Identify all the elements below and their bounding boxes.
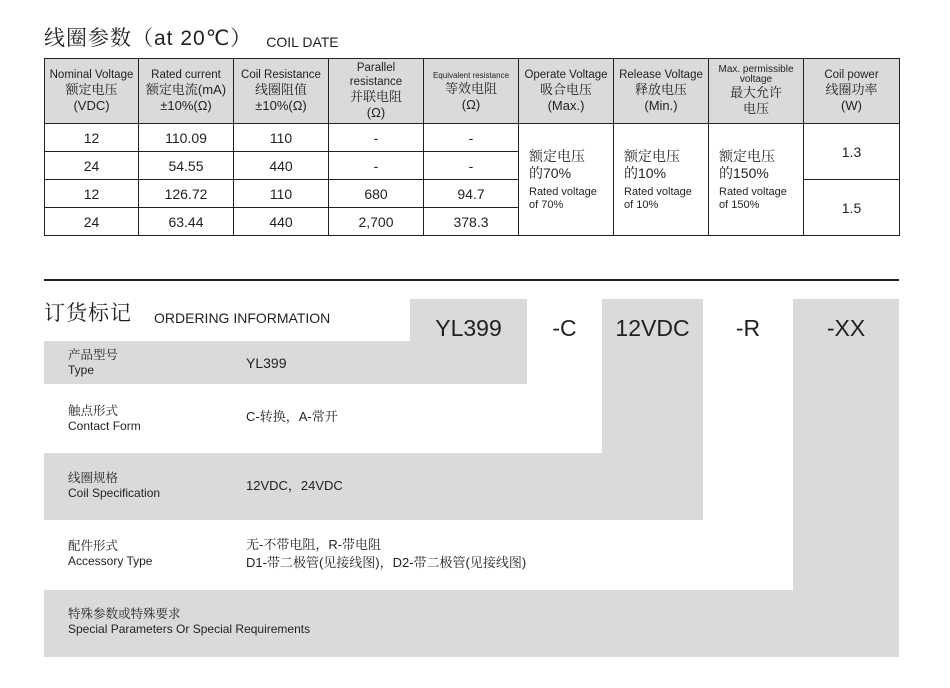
- cell-equivalent: -: [424, 152, 519, 180]
- accessory-type-value: 无-不带电阻，R-带电阻 D1-带二极管(见接线图)，D2-带二极管(见接线图): [246, 537, 527, 570]
- cell-coil-power: 1.3: [804, 124, 900, 180]
- cell-parallel: -: [329, 152, 424, 180]
- coil-spec-label: 线圈规格 Coil Specification: [68, 471, 161, 500]
- cell-resistance: 110: [234, 124, 329, 152]
- code-contact-form: -C: [552, 314, 577, 341]
- coil-spec-value: 12VDC，24VDC: [246, 478, 343, 493]
- contact-form-value: C-转换，A-常开: [246, 409, 338, 424]
- cell-resistance: 440: [234, 208, 329, 236]
- header-release-voltage: Release Voltage 释放电压 (Min.): [614, 59, 709, 124]
- ordering-info-title-cn: 订货标记: [44, 302, 132, 325]
- header-parallel-resistance: Parallel resistance 并联电阻 (Ω): [329, 59, 424, 124]
- cell-voltage: 24: [45, 208, 139, 236]
- header-nominal-voltage: Nominal Voltage 额定电压 (VDC): [45, 59, 139, 124]
- cell-current: 110.09: [139, 124, 234, 152]
- cell-coil-power: 1.5: [804, 180, 900, 236]
- header-rated-current: Rated current 额定电流(mA) ±10%(Ω): [139, 59, 234, 124]
- cell-equivalent: 378.3: [424, 208, 519, 236]
- accessory-type-label: 配件形式 Accessory Type: [68, 539, 153, 568]
- ordering-info-heading: [44, 297, 330, 327]
- code-type: YL399: [435, 314, 502, 341]
- cell-equivalent: -: [424, 124, 519, 152]
- coil-data-title-en: COIL DATE: [266, 34, 339, 50]
- header-equivalent-resistance: Equivalent resistance 等效电阻 (Ω): [424, 59, 519, 124]
- header-operate-voltage: Operate Voltage 吸合电压 (Max.): [519, 59, 614, 124]
- cell-release-voltage: 额定电压 的10% Rated voltage of 10%: [614, 124, 709, 236]
- cell-parallel: -: [329, 124, 424, 152]
- coil-data-title-cn: 线圈参数（at 20℃）: [44, 27, 253, 50]
- cell-voltage: 12: [45, 124, 139, 152]
- coil-data-table: [44, 58, 900, 236]
- cell-voltage: 24: [45, 152, 139, 180]
- header-max-permissible-voltage: Max. permissible voltage 最大允许 电压: [709, 59, 804, 124]
- special-requirements-label: 特殊参数或特殊要求 Special Parameters Or Special Requirements: [68, 607, 311, 636]
- code-coil-spec: 12VDC: [615, 314, 690, 341]
- contact-form-label: 触点形式 Contact Form: [68, 404, 141, 433]
- header-coil-resistance: Coil Resistance 线圈阻值 ±10%(Ω): [234, 59, 329, 124]
- ordering-info-title-en: ORDERING INFORMATION: [154, 310, 331, 326]
- cell-resistance: 440: [234, 152, 329, 180]
- type-value: YL399: [246, 355, 287, 371]
- code-accessory: -R: [735, 314, 761, 341]
- code-special: -XX: [826, 314, 866, 341]
- cell-parallel: 2,700: [329, 208, 424, 236]
- cell-resistance: 110: [234, 180, 329, 208]
- cell-current: 126.72: [139, 180, 234, 208]
- section-divider: [44, 279, 899, 281]
- cell-max-voltage: 额定电压 的150% Rated voltage of 150%: [709, 124, 804, 236]
- coil-data-heading: [44, 24, 339, 52]
- cell-equivalent: 94.7: [424, 180, 519, 208]
- cell-current: 63.44: [139, 208, 234, 236]
- type-label: 产品型号 Type: [68, 348, 119, 377]
- table-row: [45, 124, 900, 152]
- table-header-row: [45, 59, 900, 124]
- cell-current: 54.55: [139, 152, 234, 180]
- cell-operate-voltage: 额定电压 的70% Rated voltage of 70%: [519, 124, 614, 236]
- cell-parallel: 680: [329, 180, 424, 208]
- header-coil-power: Coil power 线圈功率 (W): [804, 59, 900, 124]
- cell-voltage: 12: [45, 180, 139, 208]
